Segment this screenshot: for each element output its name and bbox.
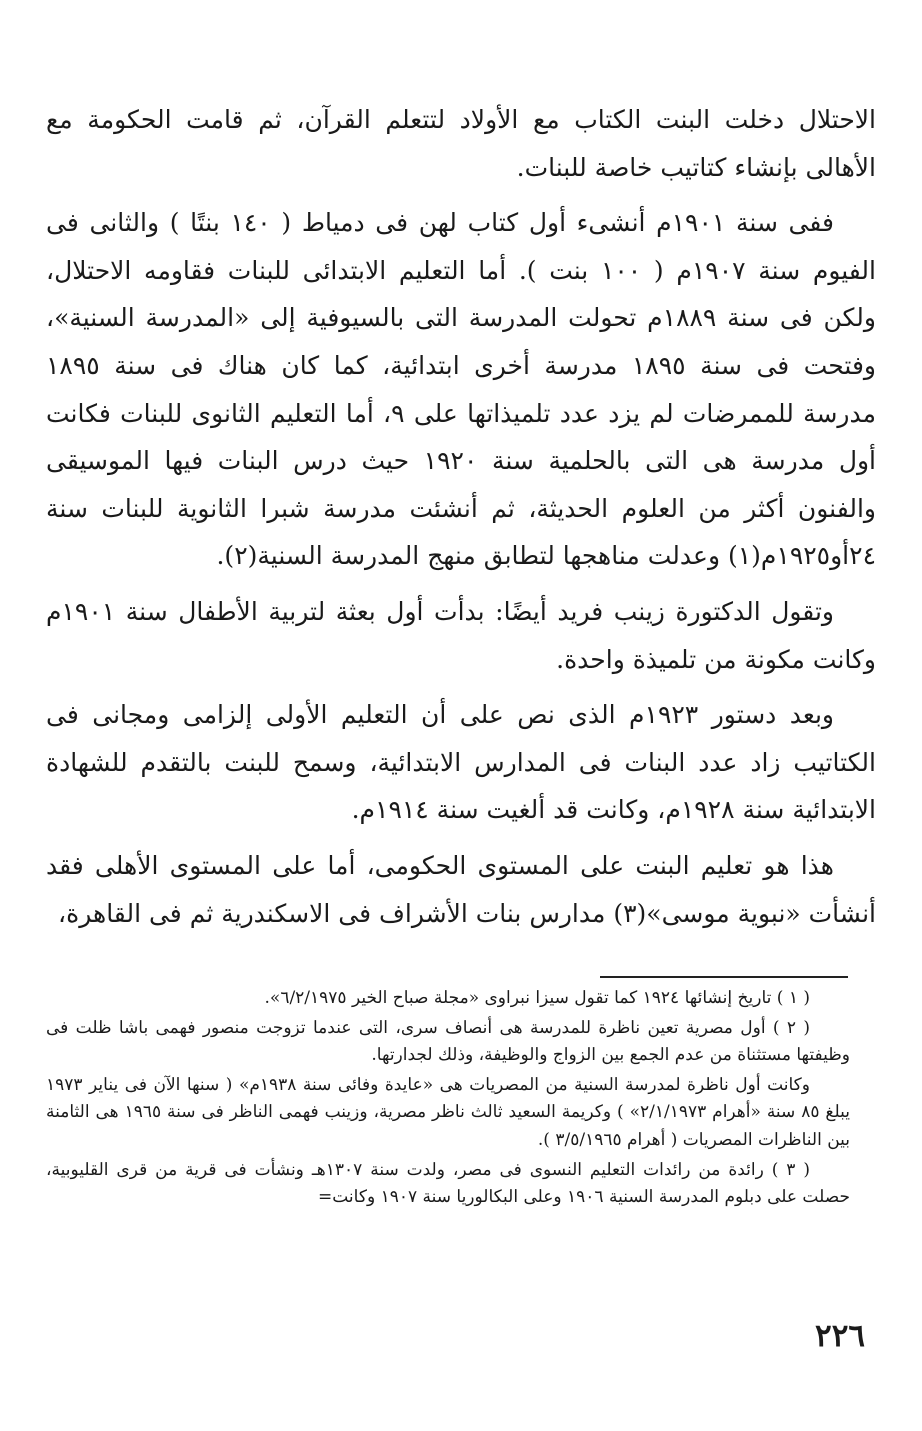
footnote-2: ( ٢ ) أول مصرية تعين ناظرة للمدرسة هى أنصاف سرى، التى عندما تزوجت منصور فهمى باشا ظلت فى وظيفتها مستثناة من عدم الجمع بين الزواج والوظيفة، وذلك لجدارتها.: [46, 1017, 850, 1066]
footnote-2-continued: وكانت أول ناظرة لمدرسة السنية من المصريات هى «عايدة وفائى سنة ١٩٣٨م» ( سنها الآن فى يناير ١٩٧٣ يبلغ ٨٥ سنة «أهرام ٢/١/١٩٧٣» ) وكريمة السعيد ثالث ناظر مصرية، وزينب فهمى الناظر فى سنة ١٩٦٥ هى الثامنة بين الناظرات المصريات ( أهرام ٣/٥/١٩٦٥ ).: [46, 1074, 850, 1150]
footnote-3: ( ٣ ) رائدة من رائدات التعليم النسوى فى مصر، ولدت سنة ١٣٠٧هـ ونشأت فى قرية من قرى القليوبية، حصلت على دبلوم المدرسة السنية ١٩٠٦ وعلى البكالوريا سنة ١٩٠٧ وكانت=: [46, 1159, 850, 1208]
paragraph-3: وتقول الدكتورة زينب فريد أيضًا: بدأت أول بعثة لتربية الأطفال سنة ١٩٠١م وكانت مكونة من تلميذة واحدة.: [46, 596, 876, 674]
page-number: ٢٢٦: [815, 1318, 865, 1354]
paragraph-5: هذا هو تعليم البنت على المستوى الحكومى، أما على المستوى الأهلى فقد أنشأت «نبوية موسى»(٣) مدارس بنات الأشراف فى الاسكندرية ثم فى القاهرة،: [46, 850, 876, 928]
main-text: [46, 96, 876, 945]
paragraph-1: الاحتلال دخلت البنت الكتاب مع الأولاد لتتعلم القرآن، ثم قامت الحكومة مع الأهالى بإنشاء كتاتيب خاصة للبنات.: [46, 105, 876, 182]
paragraph-4: وبعد دستور ١٩٢٣م الذى نص على أن التعليم الأولى إلزامى ومجانى فى الكتاتيب زاد عدد البنات فى المدارس الابتدائية، وسمح للبنت بالتقدم للشهادة الابتدائية سنة ١٩٢٨م، وكانت قد ألغيت سنة ١٩١٤م.: [46, 700, 876, 825]
footnote-separator: [600, 976, 848, 978]
footnotes: [46, 985, 850, 1214]
paragraph-2: ففى سنة ١٩٠١م أنشىء أول كتاب لهن فى دمياط ( ١٤٠ بنتًا ) والثانى فى الفيوم سنة ١٩٠٧م ( ١٠٠ بنت ). أما التعليم الابتدائى للبنات فقاومه الاحتلال، ولكن فى سنة ١٨٨٩م تحولت المدرسة التى بالسيوفية إلى «المدرسة السنية»، وفتحت فى سنة ١٨٩٥ مدرسة أخرى ابتدائية، كما كان هناك فى سنة ١٨٩٥ مدرسة للممرضات لم يزد عدد تلميذاتها على ٩، أما التعليم الثانوى للبنات فكانت أول مدرسة هى التى بالحلمية سنة ١٩٢٠ حيث درس البنات فيها الموسيقى والفنون أكثر من العلوم الحديثة، ثم أنشئت مدرسة شبرا الثانوية للبنات سنة ٢٤أو١٩٢٥م(١) وعدلت مناهجها لتطابق منهج المدرسة السنية(٢).: [46, 208, 877, 571]
footnote-1: ( ١ ) تاريخ إنشائها ١٩٢٤ كما تقول سيزا نبراوى «مجلة صباح الخير ٦/٢/١٩٧٥».: [264, 988, 810, 1008]
